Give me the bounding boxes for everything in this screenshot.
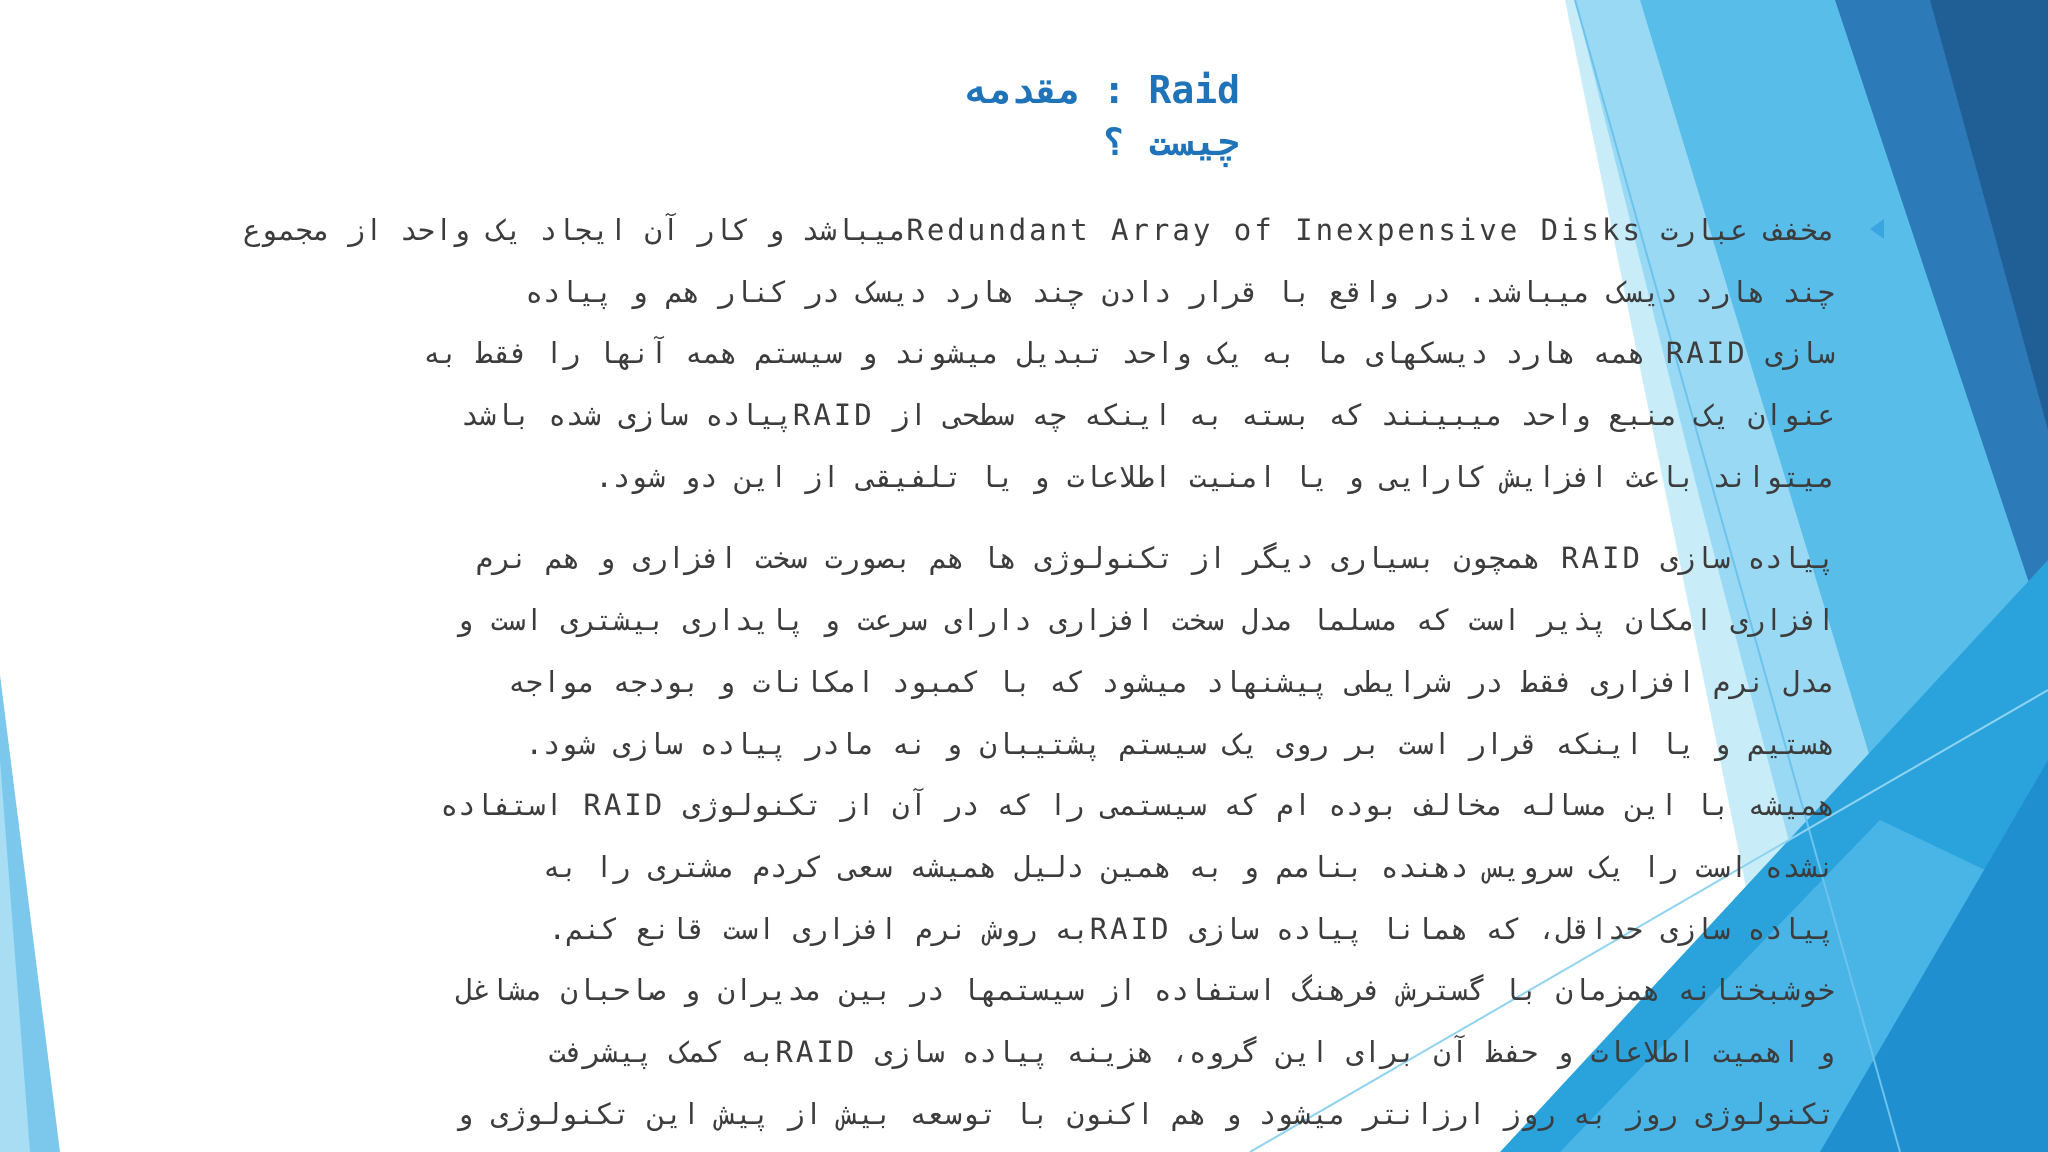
text-line: میتواند باعث افزایش کارایی و یا امنیت اطلاعات و یا تلفیقی از این دو شود. — [595, 459, 1835, 494]
paragraph-2 — [205, 528, 1835, 1145]
slide-title — [900, 64, 1240, 168]
text-line: پیاده سازی حداقل، که همانا پیاده سازی RAIDبه روش نرم افزاری است قانع کنم. — [548, 911, 1835, 946]
bullet-arrow-icon — [1870, 219, 1884, 239]
text-line: مدل نرم افزاری فقط در شرایطی پیشنهاد میشود که با کمبود امکانات و بودجه مواجه — [508, 664, 1835, 699]
text-line: نشده است را یک سرویس دهنده بنامم و به همین دلیل همیشه سعی کردم مشتری را به — [542, 849, 1835, 884]
text-line: چند هارد دیسک میباشد. در واقع با قرار دادن چند هارد دیسک در کنار هم و پیاده — [525, 274, 1835, 309]
body-text — [205, 200, 1835, 1145]
text-line: مخفف عبارت Redundant Array of Inexpensive Disksمیباشد و کار آن ایجاد یک واحد از مجموع — [242, 213, 1835, 247]
text-line: تکنولوژی روز به روز ارزانتر میشود و هم اکنون با توسعه بیش از پیش این تکنولوژی و — [455, 1096, 1835, 1131]
paragraph-1 — [205, 200, 1835, 508]
paragraph-gap — [205, 508, 1835, 528]
text-line: عنوان یک منبع واحد میبینند که بسته به اینکه چه سطحی از RAIDپیاده سازی شده باشد — [461, 398, 1835, 433]
text-line: پیاده سازی RAID همچون بسیاری دیگر از تکنولوژی ها هم بصورت سخت افزاری و هم نرم — [475, 541, 1835, 576]
title-line-2: چیست ؟ — [1102, 120, 1240, 164]
title-line-1: Raid : مقدمه — [965, 68, 1240, 112]
text-line: سازی RAID همه هارد دیسکهای ما به یک واحد تبدیل میشوند و سیستم همه آنها را فقط به — [423, 336, 1835, 371]
text-line: و اهمیت اطلاعات و حفظ آن برای این گروه، هزینه پیاده سازی RAIDبه کمک پیشرفت — [548, 1034, 1835, 1069]
text-line: همیشه با این مساله مخالف بوده ام که سیستمی را که در آن از تکنولوژی RAID استفاده — [440, 788, 1835, 823]
text-line: هستیم و یا اینکه قرار است بر روی یک سیستم پشتیبان و نه مادر پیاده سازی شود. — [525, 726, 1835, 761]
text-line: افزاری امکان پذیر است که مسلما مدل سخت افزاری دارای سرعت و پایداری بیشتری است و — [455, 603, 1835, 638]
text-line: خوشبختانه همزمان با گسترش فرهنگ استفاده از سیستمها در بین مدیران و صاحبان مشاغل — [455, 973, 1835, 1008]
